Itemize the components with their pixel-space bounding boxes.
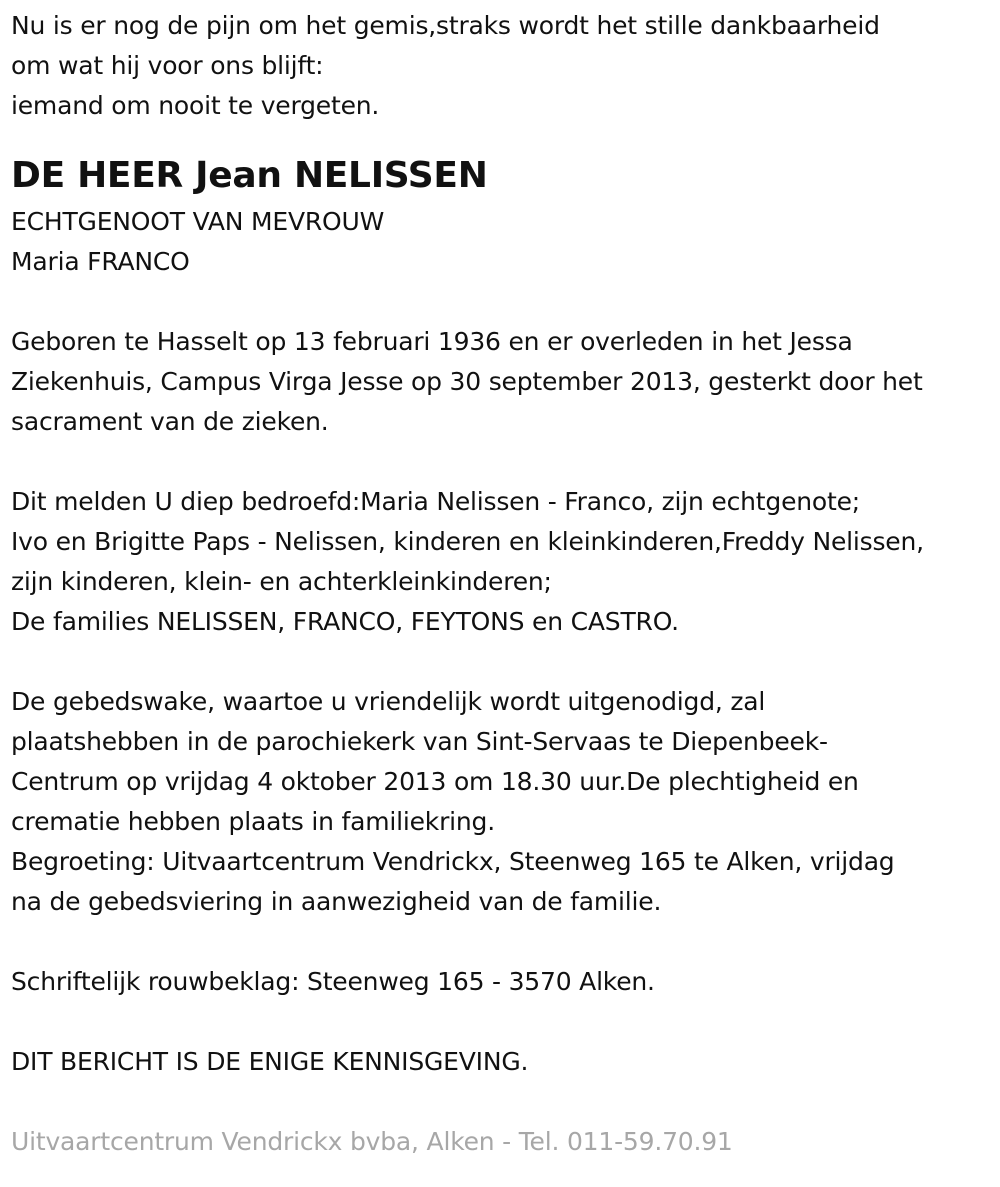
poem-line: Nu is er nog de pijn om het gemis,straks wordt het stille dankbaarheid bbox=[11, 11, 880, 40]
birth-death-line: Ziekenhuis, Campus Virga Jesse op 30 september 2013, gesterkt door het bbox=[11, 367, 923, 396]
ceremony-line: plaatshebben in de parochiekerk van Sint-Servaas te Diepenbeek- bbox=[11, 727, 828, 756]
family-line: zijn kinderen, klein- en achterkleinkinderen; bbox=[11, 567, 552, 596]
ceremony-line: na de gebedsviering in aanwezigheid van de familie. bbox=[11, 887, 662, 916]
ceremony-line: crematie hebben plaats in familiekring. bbox=[11, 807, 495, 836]
birth-death-line: sacrament van de zieken. bbox=[11, 407, 329, 436]
notice-statement: DIT BERICHT IS DE ENIGE KENNISGEVING. bbox=[11, 1047, 529, 1076]
poem-line: iemand om nooit te vergeten. bbox=[11, 91, 380, 120]
deceased-title: DE HEER Jean NELISSEN bbox=[11, 155, 488, 196]
funeral-home-footer: Uitvaartcentrum Vendrickx bvba, Alken - Tel. 011-59.70.91 bbox=[11, 1127, 733, 1156]
deceased-section bbox=[11, 150, 989, 282]
birth-death-section bbox=[11, 322, 989, 442]
ceremony-line: De gebedswake, waartoe u vriendelijk wordt uitgenodigd, zal bbox=[11, 687, 766, 716]
condolences-address: Schriftelijk rouwbeklag: Steenweg 165 - 3570 Alken. bbox=[11, 967, 655, 996]
family-line: Ivo en Brigitte Paps - Nelissen, kinderen en kleinkinderen,Freddy Nelissen, bbox=[11, 527, 924, 556]
family-line: Dit melden U diep bedroefd:Maria Nelissen - Franco, zijn echtgenote; bbox=[11, 487, 860, 516]
poem-section bbox=[11, 6, 989, 126]
ceremony-line: Begroeting: Uitvaartcentrum Vendrickx, Steenweg 165 te Alken, vrijdag bbox=[11, 847, 895, 876]
ceremony-line: Centrum op vrijdag 4 oktober 2013 om 18.30 uur.De plechtigheid en bbox=[11, 767, 859, 796]
family-line: De families NELISSEN, FRANCO, FEYTONS en CASTRO. bbox=[11, 607, 679, 636]
poem-line: om wat hij voor ons blijft: bbox=[11, 51, 324, 80]
spouse-name: Maria FRANCO bbox=[11, 247, 190, 276]
family-section bbox=[11, 482, 989, 642]
birth-death-line: Geboren te Hasselt op 13 februari 1936 en er overleden in het Jessa bbox=[11, 327, 853, 356]
relation-line: ECHTGENOOT VAN MEVROUW bbox=[11, 207, 385, 236]
ceremony-section bbox=[11, 682, 989, 922]
